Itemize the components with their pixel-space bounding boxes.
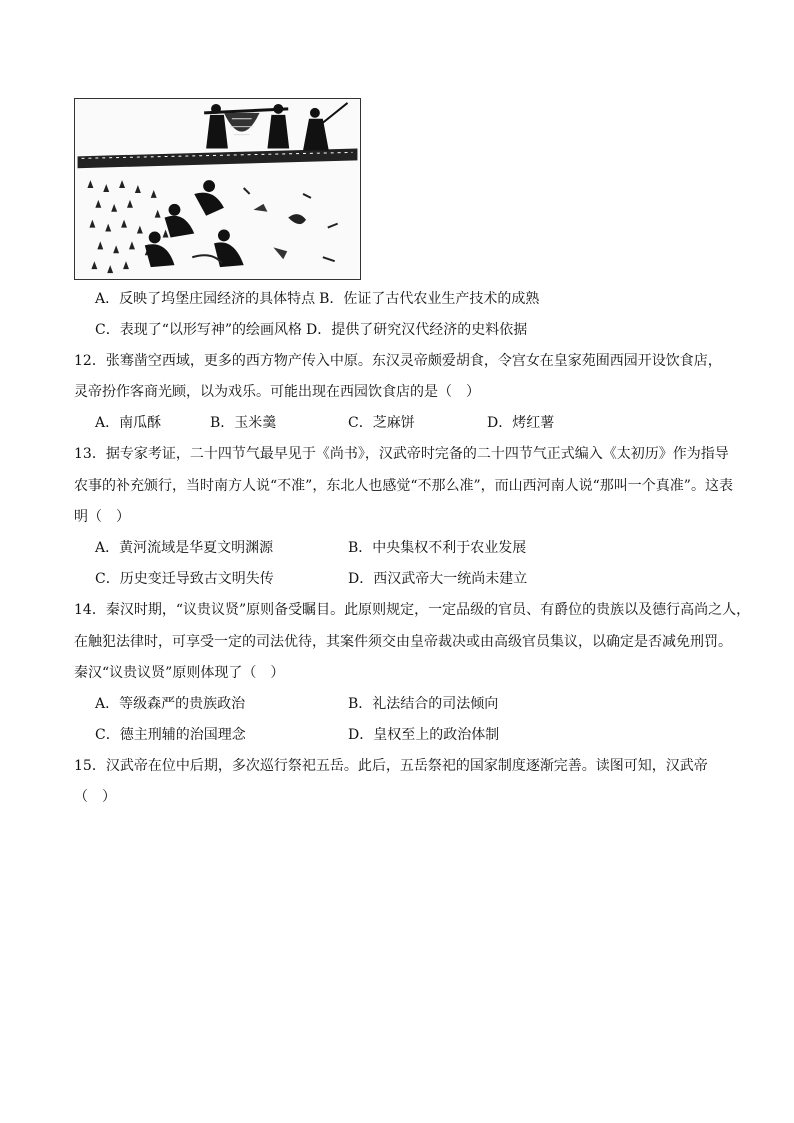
q11-option-c[interactable]: C．表现了“以形写神”的绘画风格 — [95, 322, 303, 338]
q14-stem-line-3: 秦汉“议贵议贤”原则体现了（ ） — [74, 665, 285, 681]
q15-stem-line-2: （ ） — [74, 789, 116, 805]
q14-option-a[interactable]: A．等级森严的贵族政治 — [95, 696, 246, 712]
q11-option-d[interactable]: D．提供了研究汉代经济的史料依据 — [306, 322, 528, 338]
q13-option-d[interactable]: D．西汉武帝大一统尚未建立 — [348, 571, 528, 587]
q11-options-row-1 — [95, 289, 539, 309]
q12-option-c[interactable]: C．芝麻饼 — [348, 415, 415, 431]
q13-stem-line-2: 农事的补充颁行，当时南方人说“不准”，东北人也感觉“不那么准”，而山西河南人说“那叫一个真准”。这表 — [74, 478, 733, 494]
q11-option-a[interactable]: A．反映了坞堡庄园经济的具体特点 — [95, 291, 316, 307]
q13-option-c[interactable]: C．历史变迁导致古文明失传 — [95, 571, 274, 587]
q14-stem-line-2: 在触犯法律时，可享受一定的司法优待，其案件须交由皇帝裁决或由高级官员集议，以确定是否减免刑罚。 — [74, 634, 732, 650]
q15-stem-line-1: 15．汉武帝在位中后期，多次巡行祭祀五岳。此后，五岳祭祀的国家制度逐渐完善。读图可知，汉武帝 — [74, 758, 708, 774]
q14-option-d[interactable]: D．皇权至上的政治体制 — [348, 727, 500, 743]
q11-options-row-2 — [95, 320, 527, 340]
q12-option-b[interactable]: B．玉米羹 — [210, 415, 277, 431]
q14-stem-line-1: 14．秦汉时期，“议贵议贤”原则备受瞩目。此原则规定，一定品级的官员、有爵位的贵族以及德行高尚之人， — [74, 602, 751, 618]
q12-option-d[interactable]: D．烤红薯 — [487, 415, 555, 431]
q13-stem-line-1: 13．据专家考证，二十四节气最早见于《尚书》，汉武帝时完备的二十四节气正式编入《太初历》作为指导 — [74, 446, 729, 462]
q13-option-b[interactable]: B．中央集权不利于农业发展 — [348, 540, 527, 556]
q14-option-c[interactable]: C．德主刑辅的治国理念 — [95, 727, 246, 743]
rubbing-illustration — [75, 99, 360, 279]
q12-stem-line-1: 12．张骞凿空西域，更多的西方物产传入中原。东汉灵帝颇爱胡食，令宫女在皇家苑囿西园开设饮食店， — [74, 353, 722, 369]
q12-stem-line-2: 灵帝扮作客商光顾，以为戏乐。可能出现在西园饮食店的是（ ） — [74, 384, 480, 400]
q12-option-a[interactable]: A．南瓜酥 — [95, 415, 162, 431]
q14-option-b[interactable]: B．礼法结合的司法倾向 — [348, 696, 499, 712]
q13-option-a[interactable]: A．黄河流域是华夏文明渊源 — [95, 540, 274, 556]
q13-stem-line-3: 明（ ） — [74, 509, 130, 525]
q11-option-b[interactable]: B．佐证了古代农业生产技术的成熟 — [319, 291, 540, 307]
han-rubbing-farming-image — [74, 98, 361, 280]
